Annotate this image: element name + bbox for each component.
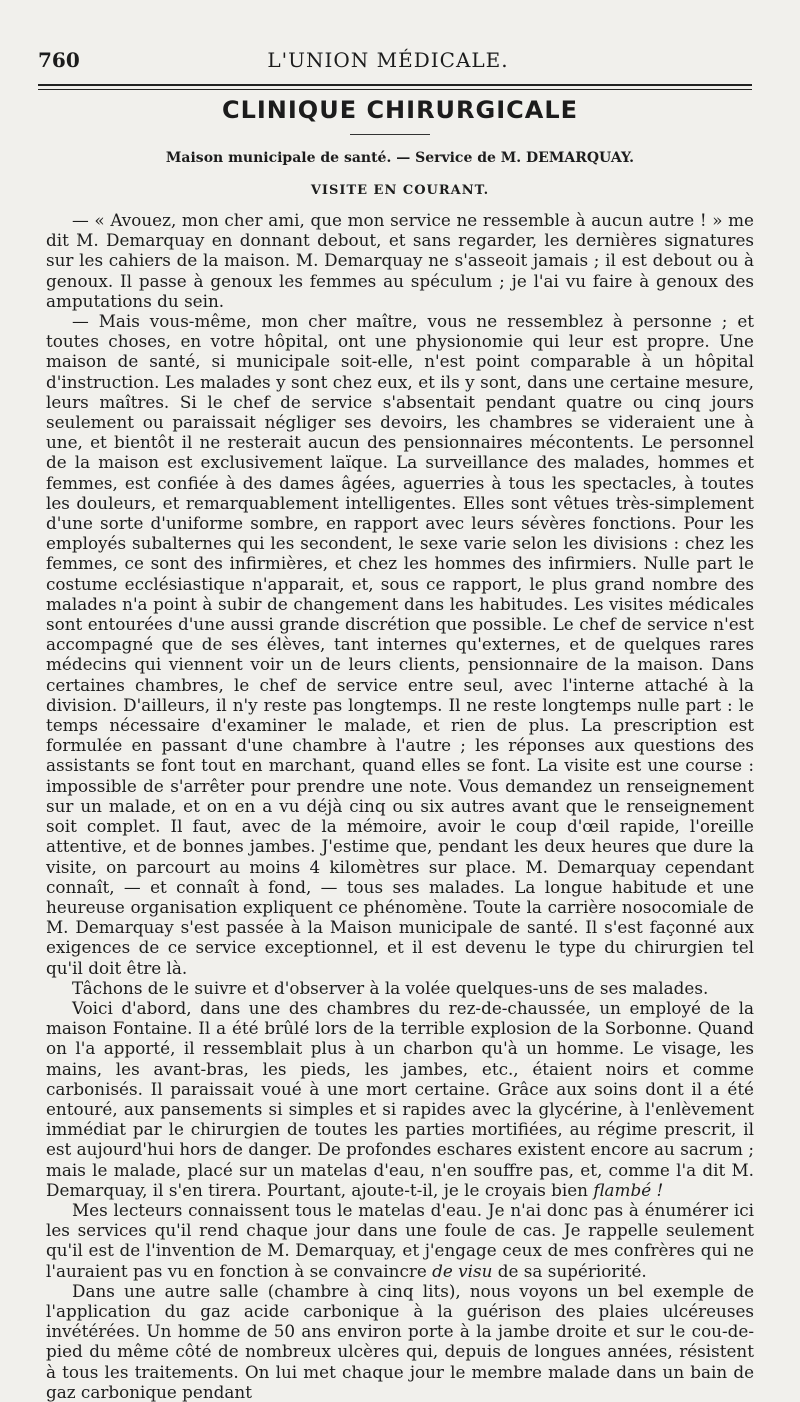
visit-heading: VISITE EN COURANT. (310, 183, 490, 198)
page-number: 760 (38, 48, 80, 72)
paragraph-5-text: Mes lecteurs connaissent tous le matelas d'eau. Je n'ai donc pas à énumérer ici les services qu'il rend chaque jour dans une foule de cas. Je rappelle seulement qu'il est de l'invention de M. Demarquay, et j'engage ceux de mes confrères qui ne l'auraient pas vu en fonction à se convaincre (46, 1199, 754, 1281)
institution-name: Maison municipale de santé. (165, 150, 392, 166)
journal-title: L'UNION MÉDICALE. (267, 48, 509, 72)
section-title: CLINIQUE CHIRURGICALE (221, 96, 579, 124)
paragraph-3: Tâchons de le suivre et d'observer à la volée quelques-uns de ses malades. (72, 977, 709, 998)
paragraph-6: Dans une autre salle (chambre à cinq lits), nous voyons un bel exemple de l'application du gaz acide carbonique à la guérison des plaies ulcéreuses invétérées. Un homme de 50 ans environ porte à la jambe droite et sur le cou-de-pied du même côté de nombreux ulcères qui, depuis de longues années, résistent à tous les traitements. On lui met chaque jour le membre malade dans un bain de gaz carbonique pendant (46, 1280, 754, 1402)
paragraph-1: — « Avouez, mon cher ami, que mon service ne ressemble à aucun autre ! » me dit M. Demarquay en donnant debout, et sans regarder, les dernières signatures sur les cahiers de la maison. M. Demarquay ne s'asseoit jamais ; il est debout ou à genoux. Il passe à genoux les femmes au spéculum ; je l'ai vu faire à genoux des amputations du sein. (46, 210, 754, 311)
paragraph-5 (46, 1200, 754, 1281)
header-rule-thin (38, 89, 752, 90)
article-subheading (0, 150, 800, 166)
header-rule (38, 84, 752, 86)
paragraph-5-end: de sa supériorité. (497, 1260, 647, 1281)
page-header (38, 48, 738, 76)
service-name: — Service de M. DEMARQUAY. (396, 150, 635, 166)
paragraph-2: — Mais vous-même, mon cher maître, vous ne ressemblez à personne ; et toutes choses, en votre hôpital, ont une physionomie qui leur est propre. Une maison de santé, si municipale soit-elle, n'est point comparable à un hôpital d'instruction. Les malades y sont chez eux, et ils y sont, dans une certaine mesure, leurs maîtres. Si le chef de service s'absentait pendant quatre ou cinq jours seulement ou paraissait négliger ses devoirs, les chambres se videraient une à une, et bientôt il ne resterait aucun des pensionnaires mécontents. Le personnel de la maison est exclusivement laïque. La surveillance des malades, hommes et femmes, est confiée à des dames âgées, aguerries à tous les spectacles, à toutes les douleurs, et remarquablement intelligentes. Elles sont vêtues très-simplement d'une sorte d'uniforme sombre, en rapport avec leurs sévères fonctions. Pour les employés subalternes qui les secondent, le sexe varie selon les divisions : chez les femmes, ce sont des infirmières, et chez les hommes des infirmiers. Nulle part le costume ecclésiastique n'apparait, et, sous ce rapport, le plus grand nombre des malades n'a point à subir de changement dans les habitudes. Les visites médicales sont entourées d'une aussi grande discrétion que possible. Le chef de service n'est accompagné que de ses élèves, tant internes qu'externes, et de quelques rares médecins qui viennent voir un de leurs clients, pensionnaire de la maison. Dans certaines chambres, le chef de service entre seul, avec l'interne attaché à la division. D'ailleurs, il n'y reste pas longtemps. Il ne reste longtemps nulle part : le temps nécessaire d'examiner le malade, et rien de plus. La prescription est formulée en passant d'une chambre à l'autre ; les réponses aux questions des assistants se font tout en marchant, quand elles se font. La visite est une course : impossible de s'arrêter pour prendre une note. Vous demandez un renseignement sur un malade, et on en a vu déjà cinq ou six autres avant que le renseignement soit complet. Il faut, avec de la mémoire, avoir le coup d'œil rapide, l'oreille attentive, et de bonnes jambes. J'estime que, pendant les deux heures que dure la visite, on parcourt au moins 4 kilomètres sur place. M. Demarquay cependant connaît, — et connaît à fond, — tous ses malades. La longue habitude et une heureuse organisation expliquent ce phénomène. Toute la carrière nosocomiale de M. Demarquay s'est passée à la Maison municipale de santé. Il s'est façonné aux exigences de ce service exceptionnel, et il est devenu le type du chirurgien tel qu'il doit être là. (46, 311, 754, 978)
paragraph-4-text: Voici d'abord, dans une des chambres du rez-de-chaussée, un employé de la maison Fontaine. Il a été brûlé lors de la terrible explosion de la Sorbonne. Quand on l'a apporté, il ressemblait plus à un charbon qu'à un homme. Le visage, les mains, les avant-bras, les pieds, les jambes, etc., étaient noirs et comme carbonisés. Il paraissait voué à une mort certaine. Grâce aux soins dont il a été entouré, aux pansements si simples et si rapides avec la glycérine, à l'enlèvement immédiat par le chirurgien de toutes les parties mortifiées, au régime prescrit, il est aujourd'hui hors de danger. De profondes eschares existent encore au sacrum ; mais le malade, placé sur un matelas d'eau, n'en souffre pas, et, comme l'a dit M. Demarquay, il s'en tirera. Pourtant, ajoute-t-il, je le croyais bien (46, 997, 754, 1200)
paragraph-4-italic: flambé ! (593, 1179, 664, 1200)
paragraph-4 (46, 998, 754, 1200)
paragraph-5-italic: de visu (432, 1260, 493, 1281)
title-divider (350, 134, 430, 135)
article-body (46, 210, 754, 1402)
